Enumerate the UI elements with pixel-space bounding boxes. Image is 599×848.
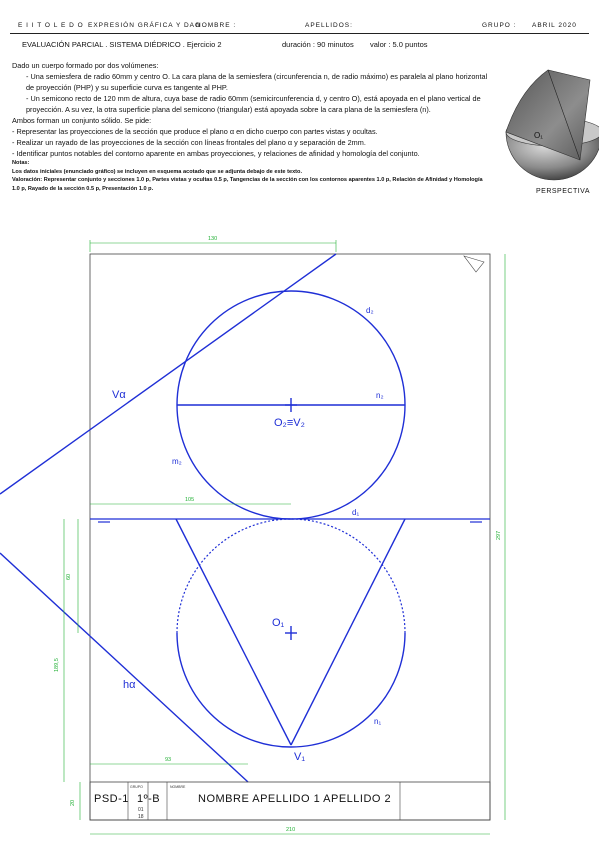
title-block-group: 1º-B <box>137 793 161 805</box>
tb-small-3: 01 <box>138 807 144 813</box>
dim-mid-text: 105 <box>185 497 195 503</box>
note-2: Valoración: Representar conjunto y secciones 1.0 p, Partes vistas y ocultas 0.5 p, Tangencias de la sección con los contornos aparentes 1.0 p, Relación de Afinidad y Homología 1.0 p, Rayado de la sección 0.5 p, Presentación 1.0 p. <box>12 177 483 192</box>
dim-left-text: 189,5 <box>54 658 60 672</box>
dim-93-text: 93 <box>165 757 172 763</box>
exam-title: EVALUACIÓN PARCIAL . SISTEMA DIÉDRICO . Ejercicio 2 <box>22 40 222 49</box>
subject-name: EXPRESIÓN GRÁFICA Y DAO <box>88 22 202 29</box>
name-label: NOMBRE : <box>196 22 237 29</box>
label-o2v2: O₂≡V₂ <box>274 417 305 429</box>
notes-title: Notas: <box>12 160 30 166</box>
label-d1: d₁ <box>352 508 360 517</box>
surname-label: APELLIDOS: <box>305 22 353 29</box>
dim-297-text: 297 <box>496 530 502 540</box>
statement-intro: Dado un cuerpo formado por dos volúmenes: <box>12 61 159 70</box>
sheet-frame <box>90 254 490 820</box>
label-n1: n₁ <box>374 717 382 726</box>
corner-mark <box>464 256 484 272</box>
statement-item-1: - Una semiesfera de radio 60mm y centro O. La cara plana de la semiesfera (circunferencia n, de radio máximo) es paralela al plano horizontal de proyección (PHP) y su superficie curva es tangente al PHP. <box>26 72 488 92</box>
dim-210-text: 210 <box>286 827 296 833</box>
title-block-name: NOMBRE APELLIDO 1 APELLIDO 2 <box>198 793 392 805</box>
perspective-drawing <box>506 70 599 180</box>
requirement-1: - Representar las proyecciones de la sección que produce el plano α en dicho cuerpo con partes vistas y ocultas. <box>12 127 378 136</box>
label-valpha: Vα <box>112 389 126 401</box>
label-v1: V₁ <box>294 751 306 763</box>
label-d2: d₂ <box>366 306 374 315</box>
requirement-3: - Identificar puntos notables del contorno aparente en ambas proyecciones, y relaciones de afinidad y homología del conjunto. <box>12 149 420 158</box>
label-n2: n₂ <box>376 391 384 400</box>
perspective-label: PERSPECTIVA <box>536 188 590 195</box>
circle-n1-hidden <box>177 519 405 633</box>
label-halpha: hα <box>123 679 136 691</box>
title-block-code: PSD-1 <box>94 793 129 805</box>
label-m2: m₂ <box>172 457 182 466</box>
requirement-2: - Realizar un rayado de las proyecciones de la sección con líneas frontales del plano α y separación de 2mm. <box>12 138 366 147</box>
note-1: Los datos iniciales (enunciado gráfico) se incluyen en esquema acotado que se adjunta debajo de este texto. <box>12 168 303 175</box>
statement-item-2: - Un semicono recto de 120 mm de altura, cuya base de radio 60mm (semicircunferencia d, y centro O), está apoyada en el plano vertical de proyección. A su vez, la otra superficie plana del semicono (triangular) está apoyada sobre la cara plana de la semiesfera (n). <box>26 94 481 114</box>
trace-valpha <box>0 254 336 494</box>
exam-date: ABRIL 2020 <box>532 22 577 29</box>
dimensions <box>54 236 505 834</box>
statement-together: Ambos forman un conjunto sólido. Se pide: <box>12 116 152 125</box>
perspective-point-label: O₁ <box>534 131 543 140</box>
school-name: E I I T O L E D O <box>18 22 84 29</box>
exam-duration: duración : 90 minutos <box>282 40 354 49</box>
circle-n1 <box>177 633 405 747</box>
exam-value: valor : 5.0 puntos <box>370 40 428 49</box>
cone-side-right <box>291 519 405 745</box>
tb-small-2: NOMBRE <box>170 785 186 789</box>
cone-side-left <box>176 519 291 745</box>
dim-20-text: 20 <box>70 799 76 806</box>
label-o1: O₁ <box>272 617 285 629</box>
dim-top-text: 130 <box>208 236 218 242</box>
tb-small-4: 18 <box>138 814 144 820</box>
dim-60-text: 60 <box>66 573 72 580</box>
tb-small-1: GRUPO <box>130 785 143 789</box>
group-label: GRUPO : <box>482 22 517 29</box>
